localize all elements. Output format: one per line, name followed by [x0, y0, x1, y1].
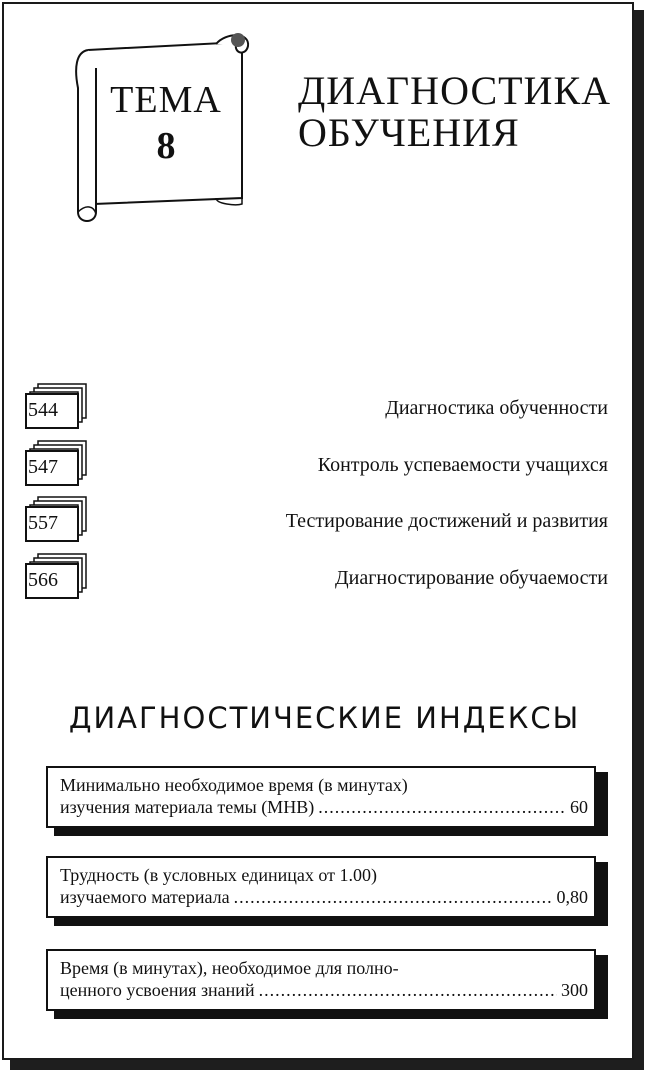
topic-item[interactable]: [0, 439, 634, 491]
topic-label: Диагностика обученности: [385, 397, 608, 419]
index-value: 60: [570, 797, 588, 817]
index-line2: изучения материала темы (МНВ): [60, 797, 315, 817]
page-shadow-bottom: [10, 1060, 644, 1070]
theme-label: ТЕМА: [110, 79, 222, 121]
page-stack-icon: [24, 382, 90, 430]
index-box: [46, 856, 596, 918]
index-value: 300: [561, 980, 588, 1000]
topic-item[interactable]: [0, 552, 634, 604]
theme-number: 8: [156, 125, 176, 167]
page-shadow-right: [634, 10, 644, 1068]
topic-page-number: 557: [28, 512, 58, 534]
index-box: [46, 949, 596, 1011]
leader-dots: [318, 796, 566, 818]
leader-dots: [234, 886, 553, 908]
index-line1: Трудность (в условных единицах от 1.00): [60, 865, 377, 885]
topic-item[interactable]: [0, 382, 634, 434]
page-stack-icon: [24, 495, 90, 543]
page-stack-icon: [24, 439, 90, 487]
index-line1: Минимально необходимое время (в минутах): [60, 775, 408, 795]
topic-page-number: 547: [28, 456, 58, 478]
indices-heading: ДИАГНОСТИЧЕСКИЕ ИНДЕКСЫ: [68, 701, 581, 735]
chapter-title: [298, 70, 611, 154]
chapter-title-line2: ОБУЧЕНИЯ: [298, 110, 520, 155]
topic-page-number: 566: [28, 569, 58, 591]
index-line2: ценного усвоения знаний: [60, 980, 255, 1000]
topic-label: Тестирование достижений и развития: [285, 510, 608, 532]
leader-dots: [259, 979, 557, 1001]
topic-page-number: 544: [28, 399, 58, 421]
page-stack-icon: [24, 552, 90, 600]
index-value: 0,80: [556, 887, 588, 907]
topic-item[interactable]: [0, 495, 634, 547]
index-line1: Время (в минутах), необходимое для полно-: [60, 958, 399, 978]
topic-label: Контроль успеваемости учащихся: [317, 454, 608, 476]
chapter-title-line1: ДИАГНОСТИКА: [298, 68, 612, 113]
index-box: [46, 766, 596, 828]
index-line2: изучаемого материала: [60, 887, 230, 907]
topic-label: Диагностирование обучаемости: [335, 567, 608, 589]
